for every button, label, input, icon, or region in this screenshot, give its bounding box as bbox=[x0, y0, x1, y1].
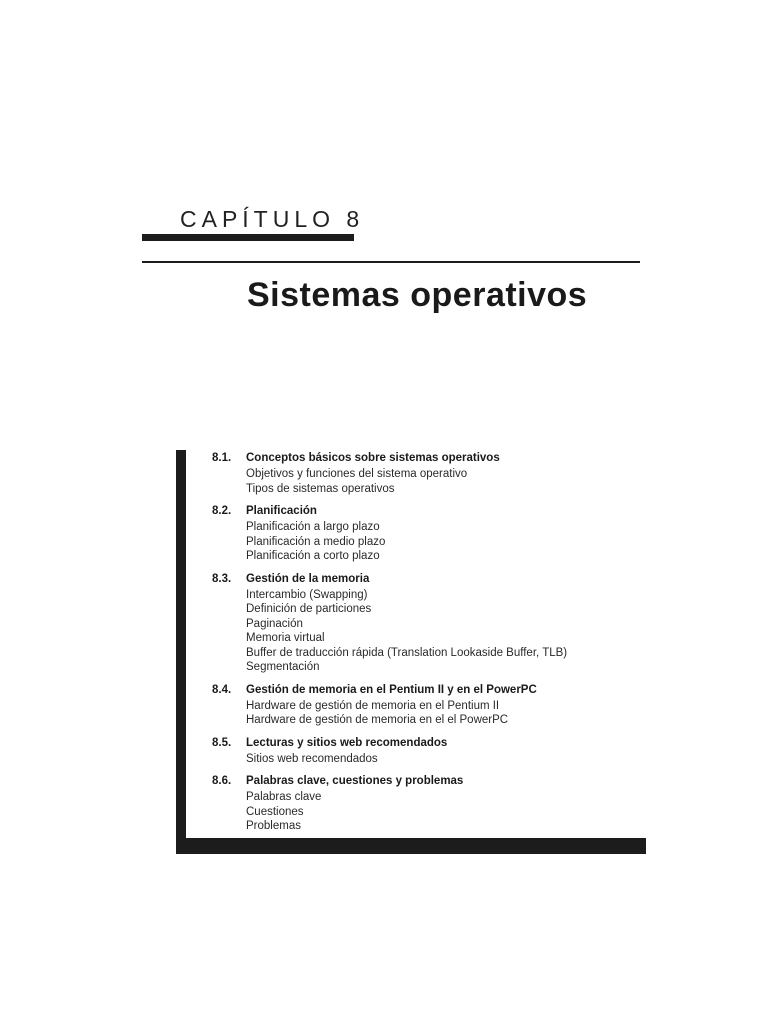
toc-section-title: Palabras clave, cuestiones y problemas bbox=[246, 775, 464, 787]
toc-subsection: Sitios web recomendados bbox=[246, 752, 378, 765]
table-of-contents bbox=[176, 450, 646, 854]
chapter-label: CAPÍTULO 8 bbox=[180, 206, 365, 232]
toc-section-number: 8.2. bbox=[212, 505, 232, 517]
toc-section-heading bbox=[212, 571, 642, 588]
toc-section-heading bbox=[212, 450, 642, 467]
toc-subsection: Problemas bbox=[246, 820, 301, 832]
toc-subsection: Planificación a corto plazo bbox=[246, 550, 380, 562]
toc-section bbox=[212, 735, 642, 767]
toc-subsection: Planificación a largo plazo bbox=[246, 521, 380, 533]
chapter-title: Sistemas operativos bbox=[247, 276, 588, 314]
toc-section-heading bbox=[212, 773, 642, 790]
toc-section-heading bbox=[212, 735, 642, 752]
title-rule bbox=[142, 261, 640, 263]
toc-section bbox=[212, 682, 642, 728]
toc-section-number: 8.5. bbox=[212, 736, 232, 749]
toc-section bbox=[212, 773, 642, 834]
toc-section bbox=[212, 571, 642, 675]
toc-bottom-border bbox=[176, 838, 646, 854]
toc-section-title: Gestión de la memoria bbox=[246, 572, 370, 585]
toc-subsection: Objetivos y funciones del sistema operativo bbox=[246, 468, 468, 480]
toc-section-title: Conceptos básicos sobre sistemas operativos bbox=[246, 452, 500, 464]
toc-section-number: 8.1. bbox=[212, 452, 232, 464]
toc-subsection: Palabras clave bbox=[246, 791, 322, 803]
toc-left-border bbox=[176, 450, 186, 854]
toc-section-heading bbox=[212, 682, 642, 699]
toc-section-number: 8.6. bbox=[212, 775, 232, 787]
toc-section-number: 8.4. bbox=[212, 683, 232, 696]
toc-section bbox=[212, 450, 642, 496]
chapter-underline-bar bbox=[142, 234, 354, 241]
toc-subsection: Cuestiones bbox=[246, 805, 304, 818]
toc-subsection: Paginación bbox=[246, 617, 303, 630]
toc-subsection: Planificación a medio plazo bbox=[246, 535, 386, 548]
toc-section-number: 8.3. bbox=[212, 572, 232, 585]
toc-subsection: Tipos de sistemas operativos bbox=[246, 482, 395, 495]
toc-subsection: Buffer de traducción rápida (Translation Lookaside Buffer, TLB) bbox=[246, 646, 568, 659]
toc-subsection: Intercambio (Swapping) bbox=[246, 588, 368, 601]
toc-subsection: Hardware de gestión de memoria en el Pentium II bbox=[246, 699, 500, 712]
toc-section-heading bbox=[212, 503, 642, 520]
toc-subsection: Segmentación bbox=[246, 661, 320, 673]
toc-section-title: Planificación bbox=[246, 505, 317, 517]
toc-section-title: Lecturas y sitios web recomendados bbox=[246, 736, 448, 749]
toc-list bbox=[212, 450, 642, 834]
toc-section bbox=[212, 503, 642, 564]
toc-subsection: Hardware de gestión de memoria en el el PowerPC bbox=[246, 714, 509, 726]
toc-subsection: Definición de particiones bbox=[246, 603, 372, 615]
toc-section-title: Gestión de memoria en el Pentium II y en el PowerPC bbox=[246, 683, 537, 696]
toc-subsection: Memoria virtual bbox=[246, 632, 325, 644]
